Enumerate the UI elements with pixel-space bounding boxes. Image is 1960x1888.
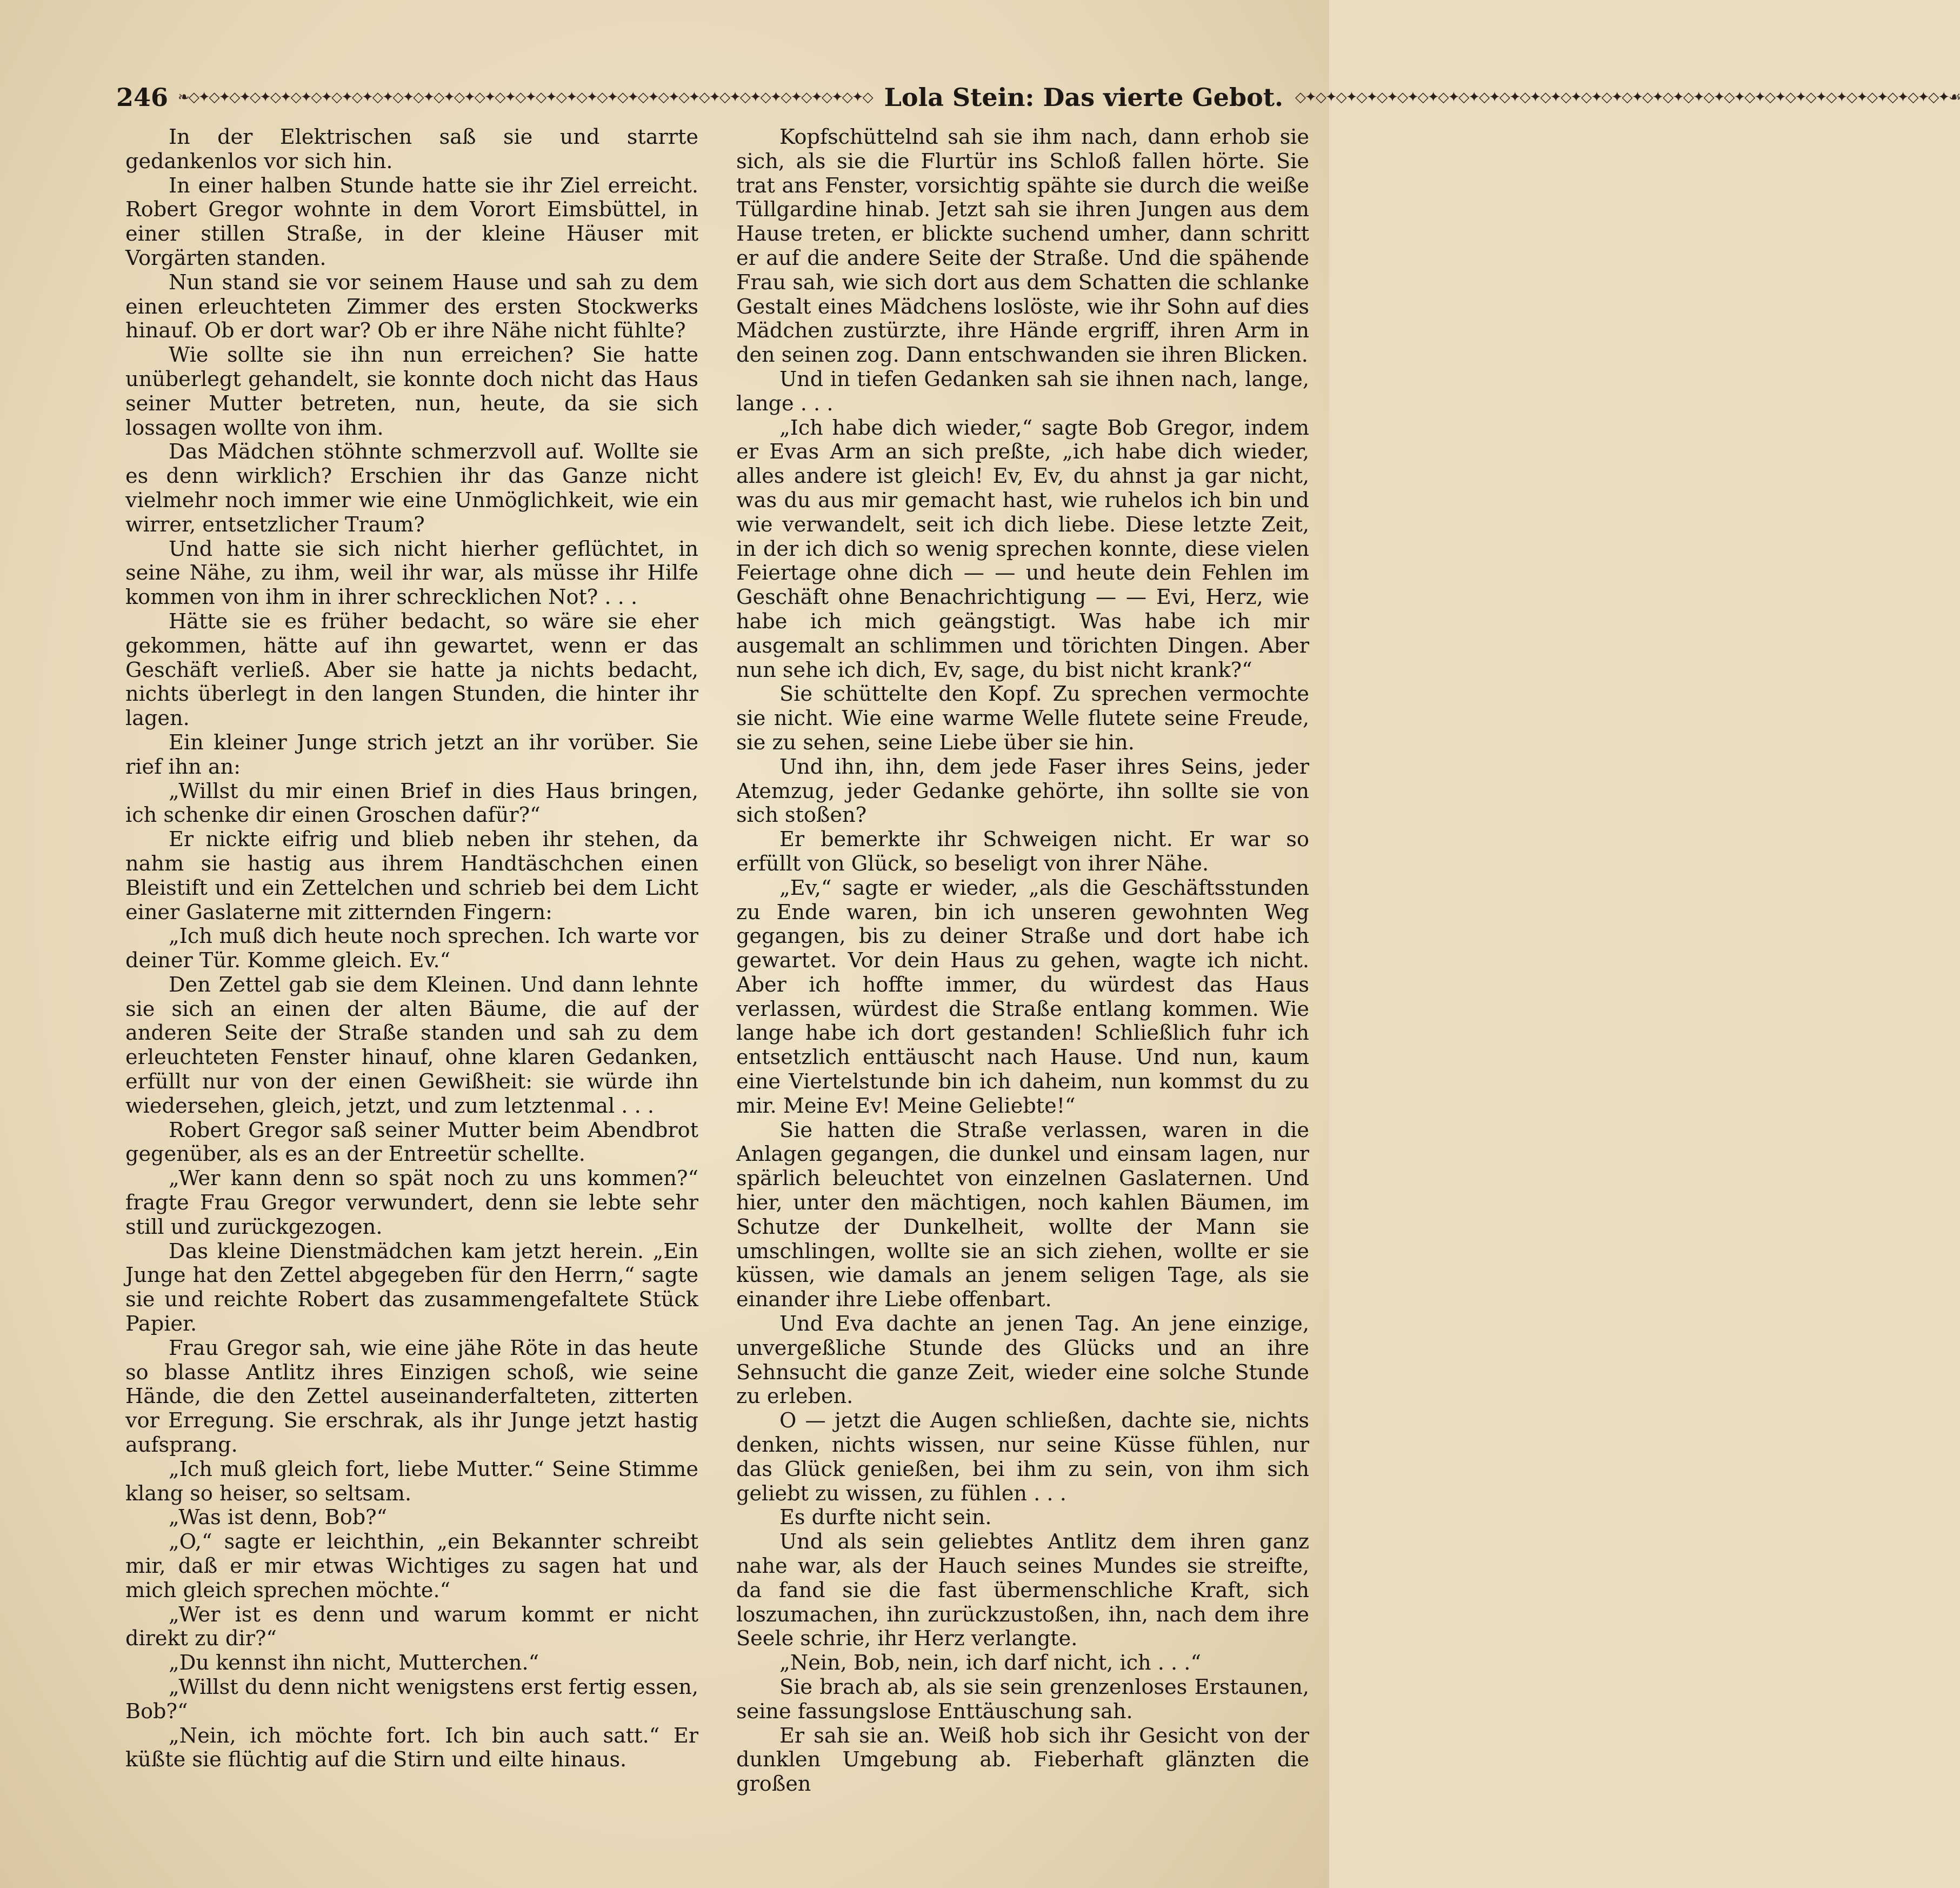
paragraph: Ein kleiner Junge strich jetzt an ihr vorüber. Sie rief ihn an: (125, 730, 698, 779)
ornament-rule-right: ◇✦◇✦◇✦◇✦◇✦◇✦◇✦◇✦◇✦◇✦◇✦◇✦◇✦◇✦◇✦◇✦◇✦◇✦◇✦◇✦◇✦◇✦◇✦◇✦◇✦◇✦◇✦◇✦◇✦◇✦◇✦◇✦☙ (1295, 89, 1960, 105)
paragraph: „Nein, Bob, nein, ich darf nicht, ich . . .“ (779, 1651, 1201, 1676)
paragraph: „Ich habe dich wieder,“ sagte Bob Gregor, indem er Evas Arm an sich preßte, „ich habe dich wieder, alles andere ist gleich! Ev, Ev, du ahnst ja gar nicht, was du aus mir gemacht hast, wie ruhelos ich bin und wie verwandelt, seit ich dich liebe. Diese letzte Zeit, in der ich dich so wenig sprechen konnte, diese vielen Feiertage ohne dich — — und heute dein Fehlen im Geschäft ohne Benachrichtigung — — Evi, Herz, wie habe ich mich geängstigt. Was habe ich mir ausgemalt an schlimmen und törichten Dingen. Aber nun sehe ich dich, Ev, sage, du bist nicht krank?“ (736, 416, 1309, 682)
paragraph: Das Mädchen stöhnte schmerzvoll auf. Wollte sie es denn wirklich? Erschien ihr das Ganze nicht vielmehr noch immer wie eine Unmöglichkeit, wie ein wirrer, entsetzlicher Traum? (125, 440, 698, 537)
paragraph: Sie hatten die Straße verlassen, waren in die Anlagen gegangen, die dunkel und einsam lagen, nur spärlich beleuchtet von einzelnen Gaslaternen. Und hier, unter den mächtigen, noch kahlen Bäumen, im Schutze der Dunkelheit, wollte der Mann sie umschlingen, wollte sie an sich ziehen, wollte er sie küssen, wie damals an jenem seligen Tage, als sie einander ihre Liebe offenbart. (736, 1118, 1309, 1312)
paragraph: Und als sein geliebtes Antlitz dem ihren ganz nahe war, als der Hauch seines Mundes sie streifte, da fand sie die fast übermenschliche Kraft, sich loszumachen, ihn zurückzustoßen, ihn, nach dem ihre Seele schrie, ihr Herz verlangte. (736, 1530, 1309, 1651)
paragraph: Und ihn, ihn, dem jede Faser ihres Seins, jeder Atemzug, jeder Gedanke gehörte, ihn sollte sie von sich stoßen? (736, 755, 1309, 828)
paragraph: Nun stand sie vor seinem Hause und sah zu dem einen erleuchteten Zimmer des ersten Stockwerks hinauf. Ob er dort war? Ob er ihre Nähe nicht fühlte? (125, 270, 698, 343)
paragraph: Sie brach ab, als sie sein grenzenloses Erstaunen, seine fassungslose Enttäuschung sah. (736, 1676, 1309, 1724)
paragraph: Er bemerkte ihr Schweigen nicht. Er war so erfüllt von Glück, so beseligt von ihrer Nähe. (736, 828, 1309, 876)
paragraph: In der Elektrischen saß sie und starrte gedankenlos vor sich hin. (125, 125, 698, 174)
running-header (116, 76, 1960, 119)
running-title: Lola Stein: Das vierte Gebot. (884, 83, 1284, 112)
paragraph: „Nein, ich möchte fort. Ich bin auch satt.“ Er küßte sie flüchtig auf die Stirn und eilte hinaus. (125, 1724, 698, 1772)
paragraph: Frau Gregor sah, wie eine jähe Röte in das heute so blasse Antlitz ihres Einzigen schoß, wie seine Hände, die den Zettel auseinanderfalteten, zitterten vor Erregung. Sie erschrak, als ihr Junge jetzt hastig aufsprang. (125, 1336, 698, 1458)
paragraph: Und hatte sie sich nicht hierher geflüchtet, in seine Nähe, zu ihm, weil ihr war, als müsse ihr Hilfe kommen von ihm in ihrer schrecklichen Not? . . . (125, 537, 698, 610)
paragraph: Robert Gregor saß seiner Mutter beim Abendbrot gegenüber, als es an der Entreetür schellte. (125, 1118, 698, 1167)
paragraph: Es durfte nicht sein. (779, 1506, 992, 1530)
text-column-right (736, 125, 1309, 1797)
paragraph: Den Zettel gab sie dem Kleinen. Und dann lehnte sie sich an einen der alten Bäume, die auf der anderen Seite der Straße standen und sah zu dem erleuchteten Fenster hinauf, ohne klaren Gedanken, erfüllt nur von der einen Gewißheit: sie würde ihn wiedersehen, gleich, jetzt, und zum letztenmal . . . (125, 973, 698, 1118)
paragraph: Und Eva dachte an jenen Tag. An jene einzige, unvergeßliche Stunde des Glücks und an ihre Sehnsucht die ganze Zeit, wieder eine solche Stunde zu erleben. (736, 1312, 1309, 1409)
paragraph: Er sah sie an. Weiß hob sich ihr Gesicht von der dunklen Umgebung ab. Fieberhaft glänzten die großen (736, 1724, 1309, 1797)
paragraph: Das kleine Dienstmädchen kam jetzt herein. „Ein Junge hat den Zettel abgegeben für den Herrn,“ sagte sie und reichte Robert das zusammengefaltete Stück Papier. (125, 1239, 698, 1337)
paragraph: Kopfschüttelnd sah sie ihm nach, dann erhob sie sich, als sie die Flurtür ins Schloß fallen hörte. Sie trat ans Fenster, vorsichtig spähte sie durch die weiße Tüllgardine hinab. Jetzt sah sie ihren Jungen aus dem Hause treten, er blickte suchend umher, dann schritt er auf die andere Seite der Straße. Und die spähende Frau sah, wie sich dort aus dem Schatten die schlanke Gestalt eines Mädchens loslöste, wie ihr Sohn auf dies Mädchen zustürzte, ihre Hände ergriff, ihren Arm in den seinen zog. Dann entschwanden sie ihren Blicken. (736, 125, 1309, 368)
paragraph: „Willst du mir einen Brief in dies Haus bringen, ich schenke dir einen Groschen dafür?“ (125, 779, 698, 828)
paragraph: Und in tiefen Gedanken sah sie ihnen nach, lange, lange . . . (736, 367, 1309, 416)
paragraph: O — jetzt die Augen schließen, dachte sie, nichts denken, nichts wissen, nur seine Küsse fühlen, nur das Glück genießen, bei ihm zu sein, von ihm sich geliebt zu wissen, zu fühlen . . . (736, 1409, 1309, 1506)
paragraph: „Was ist denn, Bob?“ (169, 1506, 388, 1530)
paragraph: „Ich muß gleich fort, liebe Mutter.“ Seine Stimme klang so heiser, so seltsam. (125, 1457, 698, 1506)
paragraph: „Du kennst ihn nicht, Mutterchen.“ (169, 1651, 539, 1676)
paragraph: „Ich muß dich heute noch sprechen. Ich warte vor deiner Tür. Komme gleich. Ev.“ (125, 925, 698, 973)
ornament-rule-left: ❧◇✦◇✦◇✦◇✦◇✦◇✦◇✦◇✦◇✦◇✦◇✦◇✦◇✦◇✦◇✦◇✦◇✦◇✦◇✦◇✦◇✦◇✦◇✦◇✦◇✦◇✦◇✦◇✦◇✦◇✦◇✦◇✦◇✦◇ (178, 89, 872, 105)
paragraph: Hätte sie es früher bedacht, so wäre sie eher gekommen, hätte auf ihn gewartet, wenn er das Geschäft verließ. Aber sie hatte ja nichts bedacht, nichts überlegt in den langen Stunden, die hinter ihr lagen. (125, 609, 698, 731)
text-column-left (125, 125, 698, 1772)
paragraph: Er nickte eifrig und blieb neben ihr stehen, da nahm sie hastig aus ihrem Handtäschchen einen Bleistift und ein Zettelchen und schrieb bei dem Licht einer Gaslaterne mit zitternden Fingern: (125, 828, 698, 925)
paragraph: „Wer kann denn so spät noch zu uns kommen?“ fragte Frau Gregor verwundert, denn sie lebte sehr still und zurückgezogen. (125, 1167, 698, 1239)
paragraph: „Willst du denn nicht wenigstens erst fertig essen, Bob?“ (125, 1676, 698, 1724)
paragraph: In einer halben Stunde hatte sie ihr Ziel erreicht. Robert Gregor wohnte in dem Vorort Eimsbüttel, in einer stillen Straße, in der kleine Häuser mit Vorgärten standen. (125, 174, 698, 270)
paragraph: Sie schüttelte den Kopf. Zu sprechen vermochte sie nicht. Wie eine warme Welle flutete seine Freude, sie zu sehen, seine Liebe über sie hin. (736, 682, 1309, 755)
paragraph: „Ev,“ sagte er wieder, „als die Geschäftsstunden zu Ende waren, bin ich unseren gewohnten Weg gegangen, bis zu deiner Straße und dort habe ich gewartet. Vor dein Haus zu gehen, wagte ich nicht. Aber ich hoffte immer, du würdest das Haus verlassen, würdest die Straße entlang kommen. Wie lange habe ich dort gestanden! Schließlich fuhr ich entsetzlich enttäuscht nach Hause. Und nun, kaum eine Viertelstunde bin ich daheim, nun kommst du zu mir. Meine Ev! Meine Geliebte!“ (736, 876, 1309, 1118)
paragraph: „O,“ sagte er leichthin, „ein Bekannter schreibt mir, daß er mir etwas Wichtiges zu sagen hat und mich gleich sprechen möchte.“ (125, 1530, 698, 1603)
paragraph: Wie sollte sie ihn nun erreichen? Sie hatte unüberlegt gehandelt, sie konnte doch nicht das Haus seiner Mutter betreten, nun, heute, da sie sich lossagen wollte von ihm. (125, 343, 698, 440)
paragraph: „Wer ist es denn und warum kommt er nicht direkt zu dir?“ (125, 1603, 698, 1651)
page-number: 246 (116, 83, 169, 112)
